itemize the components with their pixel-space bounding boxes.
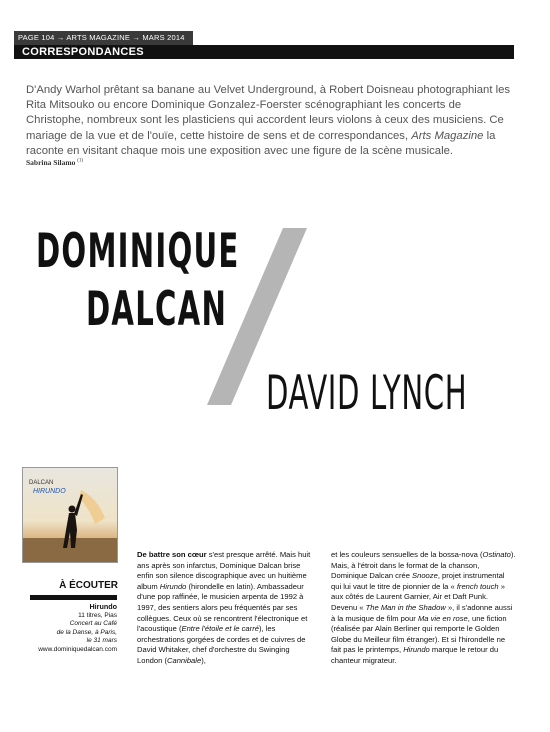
album-tracks: 11 titres, Pias [78, 611, 117, 619]
concert-line2: de la Danse, à Paris, [56, 628, 117, 636]
body-column-2: et les couleurs sensuelles de la bossa-nova (Ostinato). Mais, à l'étroit dans le format de la chanson, Dominique Dalcan crée Snooze, projet instrumental qui lui vaut le titre de pionnier de la « french touch » aux côtés de Laurent Garnier, Air et Daft Punk. Devenu « The Man in the Shadow », il s'adonne aussi à la musique de film pour Ma vie en rose, une fiction (réalisée par Alain Berliner qui remporte le Golden Globe du Meilleur film étranger). Et si l'hirondelle ne fait pas le printemps, Hirundo marque le retour du chanteur migrateur. [331, 550, 516, 665]
headline-line2: DALCAN [86, 282, 228, 337]
author-note-mark: (1) [77, 158, 84, 164]
section-rubric: CORRESPONDANCES [14, 45, 514, 59]
headline-line3: DAVID LYNCH [266, 366, 468, 421]
page-tag: PAGE 104 → ARTS MAGAZINE → MARS 2014 [14, 31, 193, 45]
concert-line3: le 31 mars [86, 637, 117, 644]
album-cover [22, 467, 118, 563]
concert-line1: Concert au Café [69, 620, 117, 627]
cover-title: HIRUNDO [33, 488, 66, 495]
headline-line1: DOMINIQUE [36, 224, 240, 279]
album-title: Hirundo [89, 602, 117, 611]
intro-paragraph: D'Andy Warhol prêtant sa banane au Velvet Underground, à Robert Doisneau photographiant les Rita Mitsouko ou encore Dominique Gonzalez-Foerster scénographiant les concerts de Christophe, nombreux sont les plasticiens qui accordent leurs violons à ceux des musiciens. Ce mariage de la vue et de l'ouïe, cette histoire de sens et de correspondances, Arts Magazine la raconte en visitant chaque mois une exposition avec une figure de la scène musicale. [26, 84, 511, 157]
author-byline: Sabrina Silamo $^{(1)}$ [26, 158, 84, 167]
album-info [22, 603, 117, 654]
listen-heading: À ÉCOUTER [59, 580, 118, 591]
album-website-link[interactable]: www.dominiquedalcan.com [38, 645, 117, 653]
cover-artist: DALCAN [29, 480, 54, 486]
body-column-1: De battre son cœur s'est presque arrêté. Mais huit ans après son infarctus, Dominique Dalcan brise enfin son silence discographique avec un huitième album Hirundo (hirondelle en latin). Ambassadeur d'une pop raffinée, le musicien arpenta de 1992 à 1997, des sentiers alors peu fréquentés par ses collègues. Ceux où se rencontrent l'électronique et l'acoustique (Entre l'étoile et le carré), les orchestrations gorgées de cordes et de cuivres de David Whitaker, chef d'orchestre du Swinging London (Cannibale), [137, 550, 311, 665]
listen-rule [30, 595, 117, 600]
